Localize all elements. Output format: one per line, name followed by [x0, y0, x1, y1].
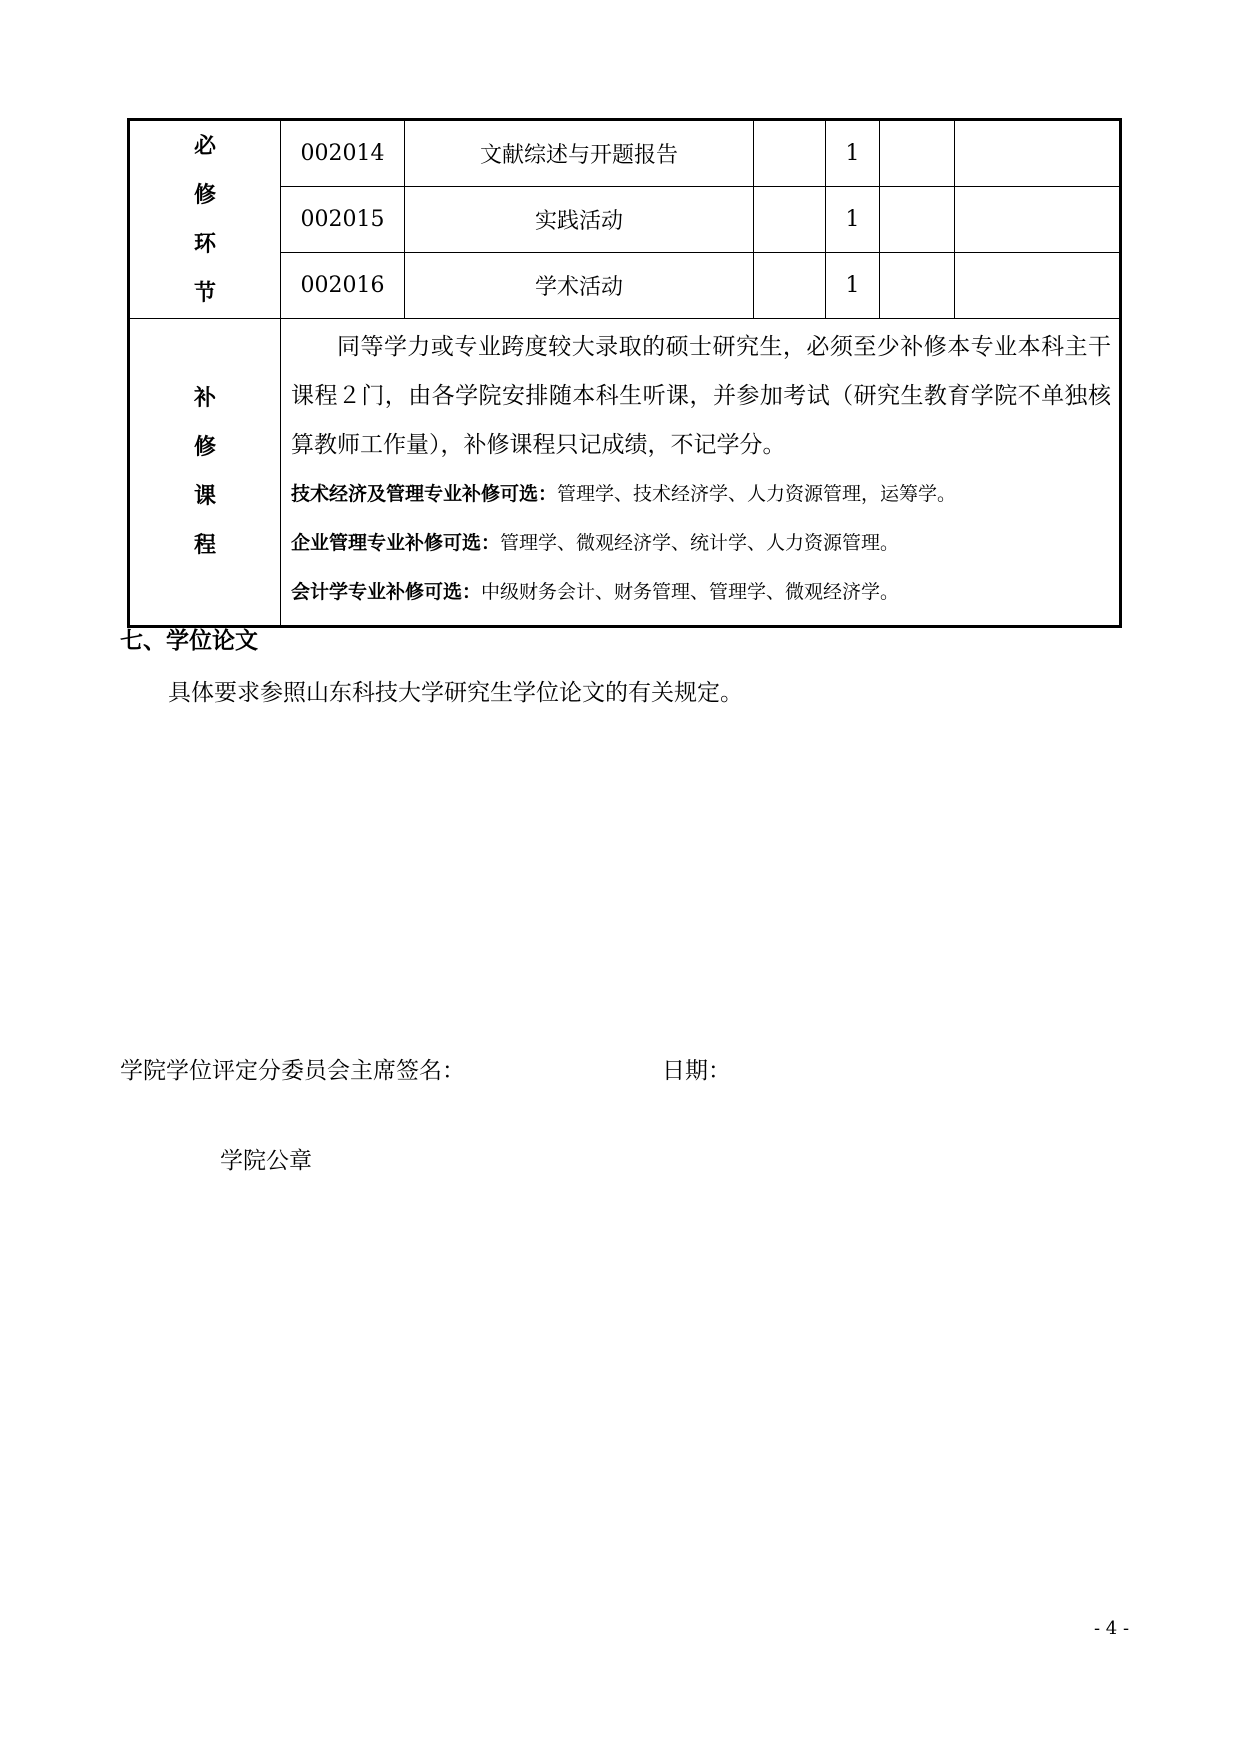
table-cell	[754, 120, 826, 187]
college-seal-label: 学院公章	[220, 1148, 312, 1174]
table-cell	[880, 120, 955, 187]
supplement-content	[281, 319, 1121, 627]
table-cell	[955, 253, 1121, 319]
course-code: 002014	[281, 120, 405, 187]
section-heading: 七、学位论文	[120, 628, 258, 654]
supplement-option: 会计学专业补修可选：中级财务会计、财务管理、管理学、微观经济学。	[291, 581, 900, 603]
page-number: - 4 -	[1094, 1618, 1130, 1639]
supplement-paragraph: 同等学力或专业跨度较大录取的硕士研究生，必须至少补修本专业本科主干课程２门，由各学院安排随本科生听课，并参加考试（研究生教育学院不单独核算教师工作量），补修课程只记成绩，不记学分。	[291, 334, 1111, 458]
course-credit: 1	[826, 253, 880, 319]
supplement-option: 技术经济及管理专业补修可选：管理学、技术经济学、人力资源管理，运筹学。	[291, 483, 957, 505]
course-code: 002015	[281, 187, 405, 253]
table-cell	[955, 187, 1121, 253]
supplement-section-label: 补 修 课 程	[129, 319, 281, 627]
course-name: 文献综述与开题报告	[405, 120, 754, 187]
section-body: 具体要求参照山东科技大学研究生学位论文的有关规定。	[168, 680, 743, 706]
table-cell	[754, 253, 826, 319]
course-name: 实践活动	[405, 187, 754, 253]
course-table	[127, 118, 1122, 628]
chair-signature-label: 学院学位评定分委员会主席签名：	[120, 1058, 465, 1084]
table-row	[129, 120, 1121, 187]
required-section-label: 必 修 环 节	[129, 120, 281, 319]
supplement-row	[129, 319, 1121, 627]
course-credit: 1	[826, 187, 880, 253]
course-credit: 1	[826, 120, 880, 187]
course-name: 学术活动	[405, 253, 754, 319]
supplement-option: 企业管理专业补修可选：管理学、微观经济学、统计学、人力资源管理。	[291, 532, 900, 554]
table-cell	[754, 187, 826, 253]
course-code: 002016	[281, 253, 405, 319]
date-label: 日期：	[662, 1058, 731, 1084]
table-cell	[955, 120, 1121, 187]
table-cell	[880, 187, 955, 253]
table-cell	[880, 253, 955, 319]
